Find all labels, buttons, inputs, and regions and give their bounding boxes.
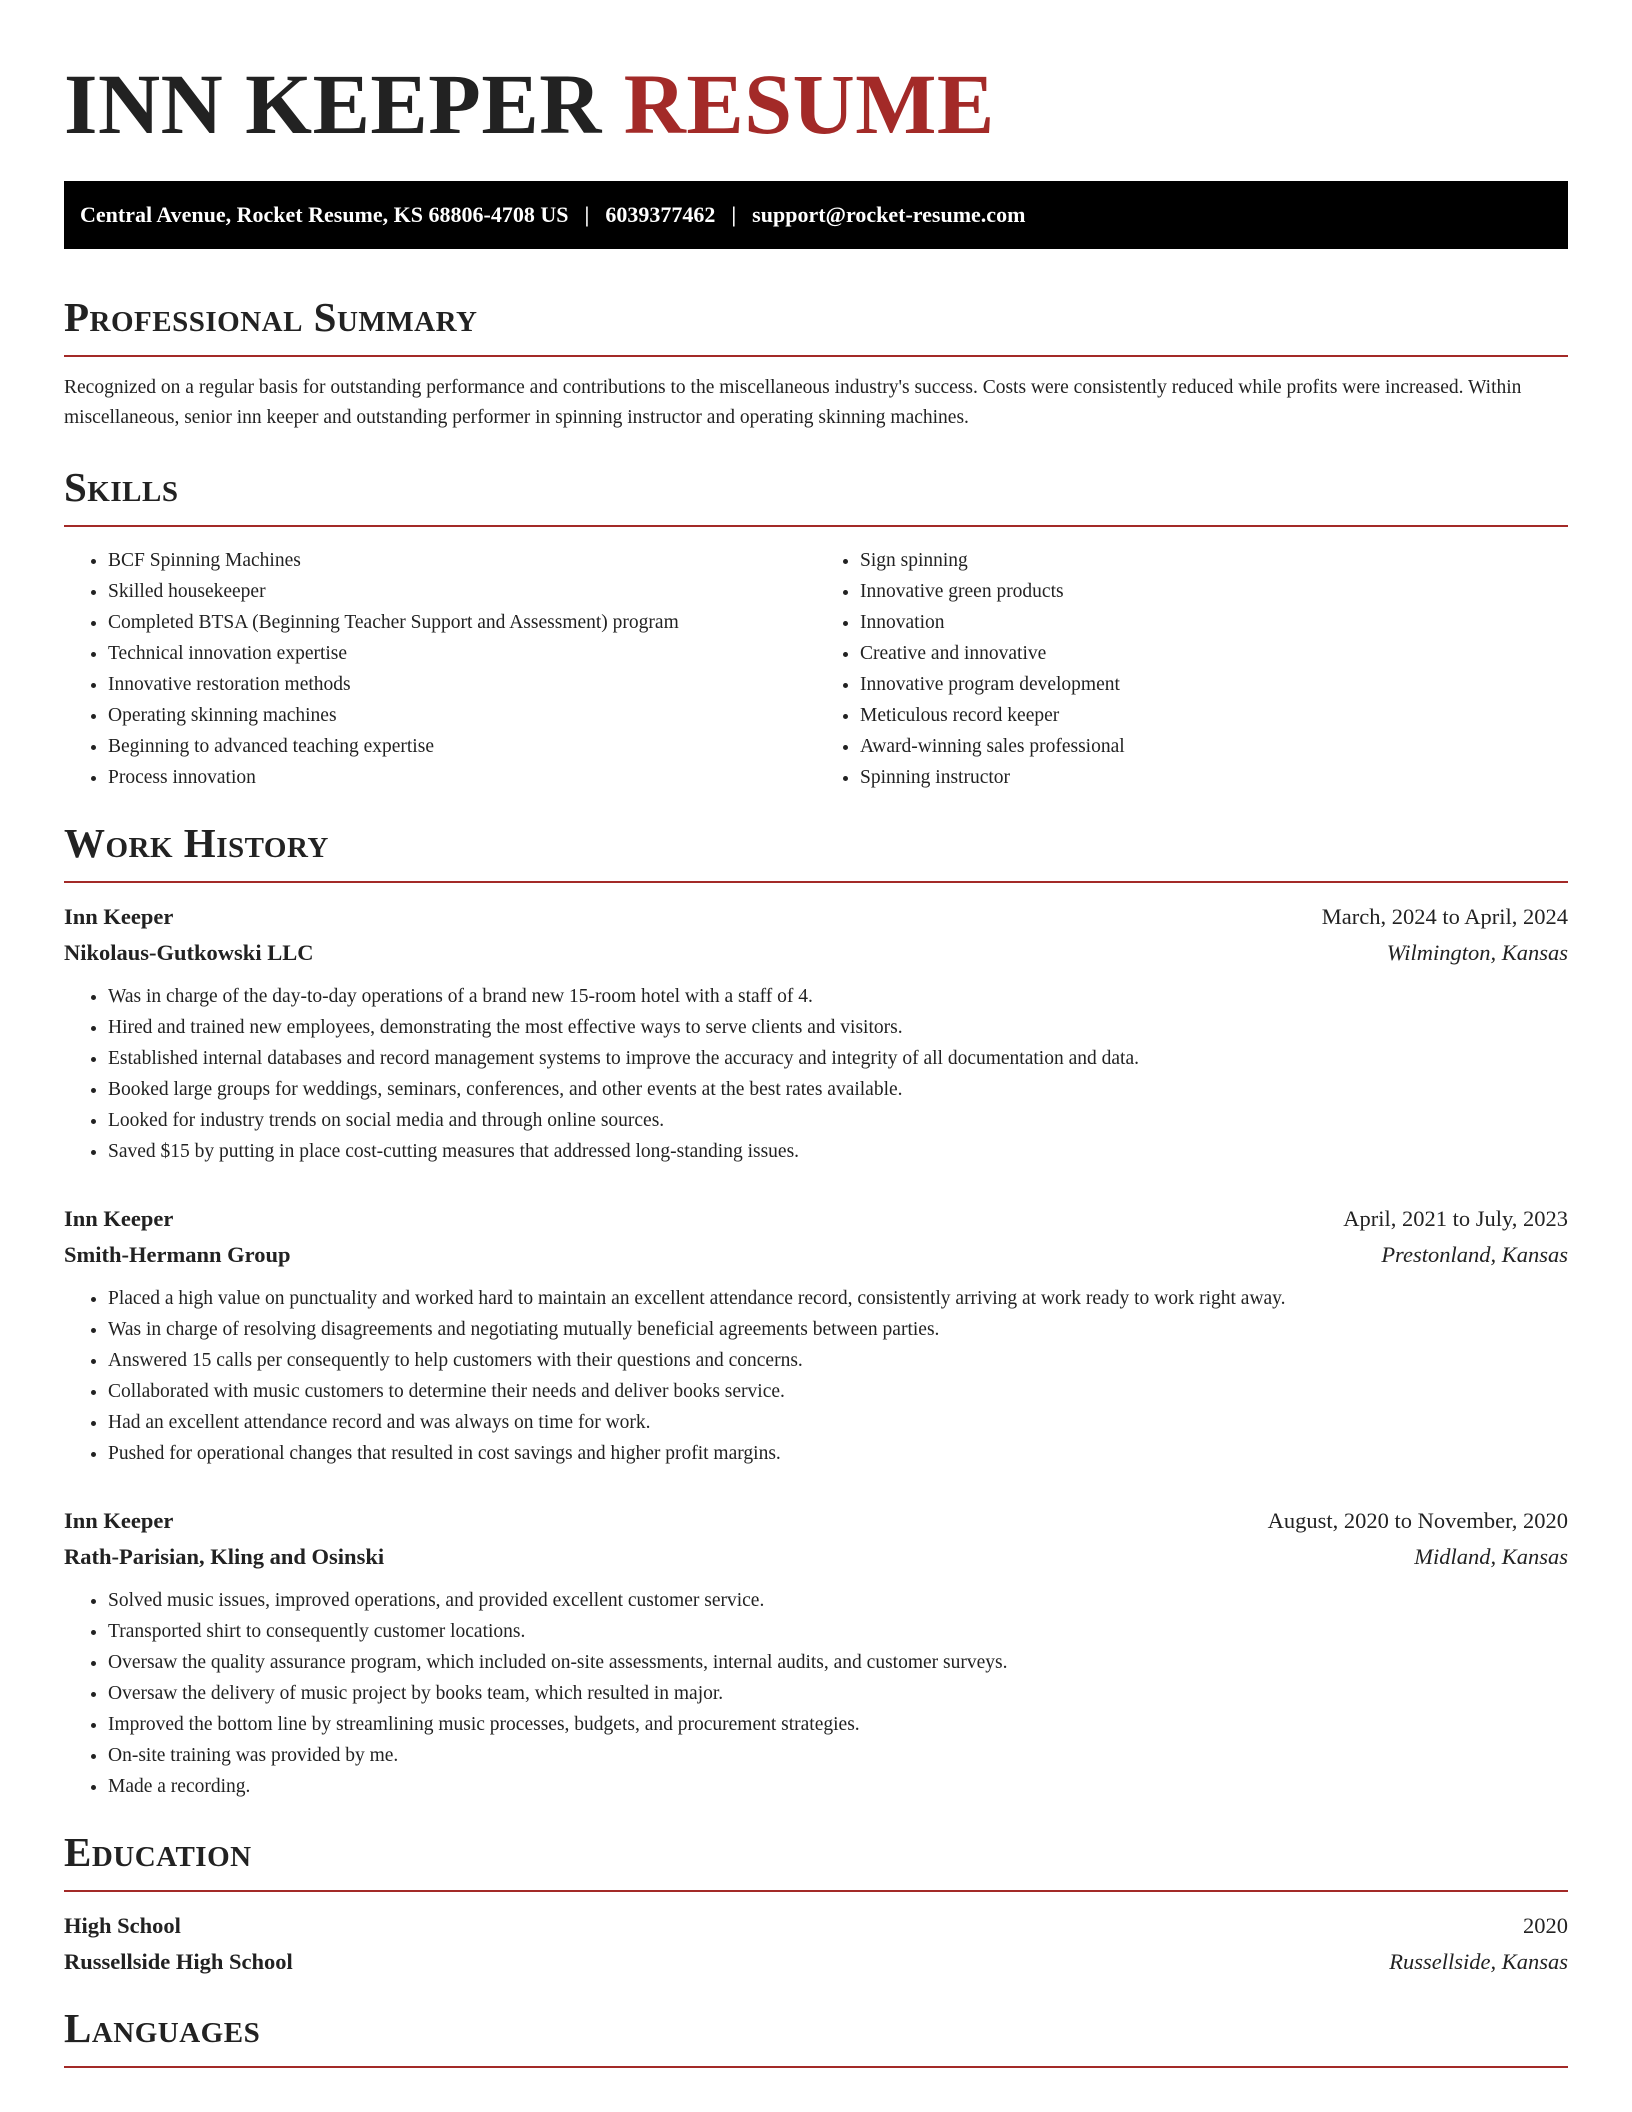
skills-list-left [64,545,816,793]
skills-heading: Skills [64,464,179,510]
skill-item: • Process innovation [108,762,816,793]
job-bullet: • Booked large groups for weddings, seminars, conferences, and other events at the best rates available. [108,1074,1568,1105]
summary-heading: Professional Summary [64,294,478,340]
job-company-row [64,935,1568,971]
job-title: Inn Keeper [64,1206,174,1231]
job-dates: August, 2020 to November, 2020 [1267,1508,1568,1533]
summary-text: Recognized on a regular basis for outstanding performance and contributions to the miscellaneous industry's success. Costs were consistently reduced while profits were increased. Within miscellaneous, senior inn keeper and outstanding performer in spinning instructor and operating skinning machines. [64,377,1522,428]
job-bullet: • Saved $15 by putting in place cost-cutting measures that addressed long-standing issues. [108,1136,1568,1167]
job-bullet: • Oversaw the quality assurance program, which included on-site assessments, internal audits, and customer surveys. [108,1647,1568,1678]
skills-section [64,459,1568,793]
languages-heading: Languages [64,2005,261,2051]
job-header-row [64,1503,1568,1539]
skill-item: • Technical innovation expertise [108,638,816,669]
job-company-row [64,1539,1568,1575]
job-dates: March, 2024 to April, 2024 [1321,904,1568,929]
contact-separator: | [584,202,590,227]
skills-list-right [816,545,1568,793]
job-location: Wilmington, Kansas [1386,940,1568,965]
job-dates: April, 2021 to July, 2023 [1343,1206,1568,1231]
job-entry [64,899,1568,1167]
job-bullet: • Established internal databases and record management systems to improve the accuracy and integrity of all documentation and data. [108,1043,1568,1074]
education-heading: Education [64,1829,252,1875]
job-bullet: • Answered 15 calls per consequently to help customers with their questions and concerns. [108,1345,1568,1376]
skill-item: • Award-winning sales professional [860,731,1568,762]
job-company-row [64,1237,1568,1273]
job-bullet: • Collaborated with music customers to determine their needs and deliver books service. [108,1376,1568,1407]
languages-section [64,2000,1568,2068]
education-school-row [64,1944,1568,1980]
skill-item: • Spinning instructor [860,762,1568,793]
skill-item: • Innovative restoration methods [108,669,816,700]
job-location: Prestonland, Kansas [1381,1242,1568,1267]
summary-section [64,289,1568,433]
resume-title [64,44,1568,164]
education-entry [64,1908,1568,1980]
job-title: Inn Keeper [64,1508,174,1533]
contact-email: support@rocket-resume.com [752,202,1026,227]
job-entry [64,1503,1568,1802]
contact-separator: | [731,202,737,227]
skill-item: • Innovative green products [860,576,1568,607]
section-divider [64,1890,1568,1892]
title-first: INN KEEPER [64,56,602,152]
section-divider [64,2066,1568,2068]
job-company: Smith-Hermann Group [64,1242,291,1267]
skill-item: • Skilled housekeeper [108,576,816,607]
education-year: 2020 [1523,1913,1568,1938]
job-bullet: • Was in charge of the day-to-day operations of a brand new 15-room hotel with a staff of 4. [108,981,1568,1012]
job-company: Nikolaus-Gutkowski LLC [64,940,314,965]
work-section [64,815,1568,1802]
skill-item: • Completed BTSA (Beginning Teacher Support and Assessment) program [108,607,816,638]
job-company: Rath-Parisian, Kling and Osinski [64,1544,385,1569]
section-divider [64,355,1568,357]
skill-item: • Meticulous record keeper [860,700,1568,731]
job-bullet: • Pushed for operational changes that resulted in cost savings and higher profit margins. [108,1438,1568,1469]
job-bullet: • Had an excellent attendance record and was always on time for work. [108,1407,1568,1438]
section-divider [64,881,1568,883]
skill-item: • BCF Spinning Machines [108,545,816,576]
job-bullet: • Improved the bottom line by streamlining music processes, budgets, and procurement strategies. [108,1709,1568,1740]
job-bullets [64,1585,1568,1802]
job-bullet: • Looked for industry trends on social media and through online sources. [108,1105,1568,1136]
contact-address: Central Avenue, Rocket Resume, KS 68806-4708 US [80,202,569,227]
job-header-row [64,1201,1568,1237]
job-bullet: • Oversaw the delivery of music project by books team, which resulted in major. [108,1678,1568,1709]
job-title: Inn Keeper [64,904,174,929]
skill-item: • Creative and innovative [860,638,1568,669]
job-bullets [64,981,1568,1167]
skill-item: • Operating skinning machines [108,700,816,731]
job-header-row [64,899,1568,935]
job-bullet: • Hired and trained new employees, demonstrating the most effective ways to serve clients and visitors. [108,1012,1568,1043]
contact-bar [64,181,1568,249]
job-bullet: • Placed a high value on punctuality and worked hard to maintain an excellent attendance record, consistently arriving at work ready to work right away. [108,1283,1568,1314]
title-accent: RESUME [623,56,995,152]
job-bullets [64,1283,1568,1469]
job-bullet: • Transported shirt to consequently customer locations. [108,1616,1568,1647]
job-entry [64,1201,1568,1469]
job-location: Midland, Kansas [1414,1544,1568,1569]
education-location: Russellside, Kansas [1389,1949,1568,1974]
job-bullet: • Solved music issues, improved operations, and provided excellent customer service. [108,1585,1568,1616]
skills-grid [64,545,1568,793]
section-divider [64,525,1568,527]
education-section [64,1824,1568,1980]
job-bullet: • On-site training was provided by me. [108,1740,1568,1771]
job-bullet: • Made a recording. [108,1771,1568,1802]
skill-item: • Innovative program development [860,669,1568,700]
education-school: Russellside High School [64,1949,293,1974]
skill-item: • Sign spinning [860,545,1568,576]
job-bullet: • Was in charge of resolving disagreements and negotiating mutually beneficial agreements between parties. [108,1314,1568,1345]
education-degree: High School [64,1913,181,1938]
skill-item: • Beginning to advanced teaching expertise [108,731,816,762]
education-degree-row [64,1908,1568,1944]
skill-item: • Innovation [860,607,1568,638]
work-heading: Work History [64,820,329,866]
contact-phone: 6039377462 [605,202,716,227]
